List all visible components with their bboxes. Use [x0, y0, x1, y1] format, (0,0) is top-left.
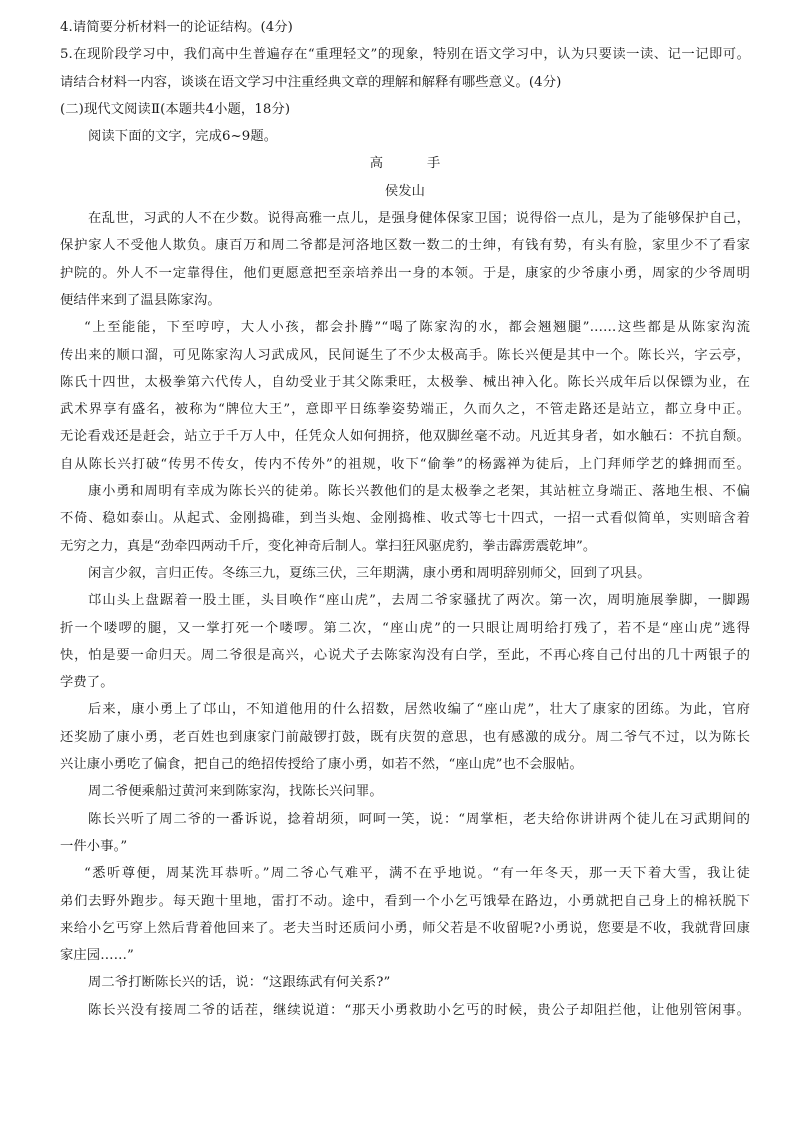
story-line: 周二爷打断陈长兴的话，说：“这跟练武有何关系?” [88, 975, 391, 991]
story-line: 还奖励了康小勇，老百姓也到康家门前敲锣打鼓，既有庆贺的意思，也有感激的成分。周二爷气不过，以为陈长 [60, 729, 750, 745]
question-5-line-2: 请结合材料一内容，谈谈在语文学习中注重经典文章的理解和解释有哪些意义。(4分) [60, 74, 562, 90]
story-line: 在乱世，习武的人不在少数。说得高雅一点儿，是强身健体保家卫国；说得俗一点儿，是为了能够保护自己， [88, 211, 750, 227]
reading-instruction: 阅读下面的文字，完成6~9题。 [88, 129, 278, 145]
story-title [60, 150, 750, 177]
story-line: 弟们去野外跑步。每天跑十里地，雷打不动。途中，看到一个小乞丐饿晕在路边，小勇就把自己身上的棉袄脱下 [60, 893, 750, 909]
story-line: 家庄园……” [60, 948, 134, 964]
story-line: 传出来的顺口溜，可见陈家沟人习武成风，民间诞生了不少太极高手。陈长兴便是其中一个。陈长兴，字云亭， [60, 347, 750, 363]
story-line: “悉听尊便，周某洗耳恭听。”周二爷心气难平，满不在乎地说。“有一年冬天，那一天下着大雪，我让徒 [84, 866, 750, 882]
story-line: 武术界享有盛名，被称为“牌位大王”，意即平日练拳姿势端正，久而久之，不管走路还是站立，都立身中正。 [60, 402, 750, 418]
story-line: 兴让康小勇吃了偏食，把自己的绝招传授给了康小勇，如若不然，“座山虎”也不会服帖。 [60, 757, 583, 773]
story-title-left: 高 [369, 156, 383, 172]
question-4: 4.请简要分析材料一的论证结构。(4分) [60, 20, 293, 35]
story-line: 来给小乞丐穿上然后背着他回来了。老夫当时还质问小勇，师父若是不收留呢?小勇说，您要是不收，我就背回康 [60, 920, 750, 936]
story-title-right: 手 [427, 156, 441, 172]
story-line: 无论看戏还是赶会，站立于千万人中，任凭众人如何拥挤，他双脚丝毫不动。凡近其身者，如水触石：不抗自颓。 [60, 429, 750, 445]
story-line: 陈长兴没有接周二爷的话茬，继续说道：“那天小勇救助小乞丐的时候，贵公子却阻拦他，让他别管闲事。 [88, 1002, 750, 1018]
story-line: 不倚、稳如泰山。从起式、金刚捣碓，到当头炮、金刚捣椎、收式等七十四式，一招一式看似简单，实则暗含着 [60, 511, 750, 527]
story-line: 一件小事。” [60, 838, 128, 854]
story-line: 邙山头上盘踞着一股土匪，头目唤作“座山虎”，去周二爷家骚扰了两次。第一次，周明施展拳脚，一脚踢 [88, 593, 750, 609]
story-line: 保护家人不受他人欺负。康百万和周二爷都是河洛地区数一数二的士绅，有钱有势，有头有脸，家里少不了看家 [60, 238, 750, 254]
story-line: 折一个喽啰的腿，又一掌打死一个喽啰。第二次，“座山虎”的一只眼让周明给打残了，若不是“座山虎”逃得 [60, 620, 750, 636]
section-heading: (二)现代文阅读Ⅱ(本题共4小题，18分) [60, 101, 291, 117]
story-line: 陈氏十四世，太极拳第六代传人，自幼受业于其父陈秉旺，太极拳、械出神入化。陈长兴成年后以保镖为业，在 [60, 374, 750, 390]
story-line: 康小勇和周明有幸成为陈长兴的徒弟。陈长兴教他们的是太极拳之老架，其站桩立身端正、落地生根、不偏 [88, 484, 750, 500]
story-line: 自从陈长兴打破“传男不传女，传内不传外”的祖规，收下“偷拳”的杨露禅为徒后，上门拜师学艺的蜂拥而至。 [60, 456, 750, 472]
story-author: 侯发山 [384, 183, 426, 199]
story-line: “上至能能，下至哼哼，大人小孩，都会扑腾”“喝了陈家沟的水，都会翘翘腿”……这些都是从陈家沟流 [84, 320, 750, 336]
story-line: 周二爷便乘船过黄河来到陈家沟，找陈长兴问罪。 [88, 784, 383, 800]
story-line: 无穷之力，真是“劲牵四两动千斤，变化神奇后制人。掌扫狂风驱虎豹，拳击霹雳震乾坤”。 [60, 538, 597, 554]
story-line: 陈长兴听了周二爷的一番诉说，捻着胡须，呵呵一笑，说：“周掌柜，老夫给你讲讲两个徒儿在习武期间的 [88, 811, 750, 827]
story-line: 快，怕是要一命归天。周二爷很是高兴，心说犬子去陈家沟没有白学，至此，不再心疼自己付出的几十两银子的 [60, 647, 750, 663]
story-line: 护院的。外人不一定靠得住，他们更愿意把至亲培养出一身的本领。于是，康家的少爷康小勇，周家的少爷周明 [60, 265, 750, 281]
question-5-line-1: 5.在现阶段学习中，我们高中生普遍存在“重理轻文”的现象，特别在语文学习中，认为只要读一读、记一记即可。 [60, 47, 750, 63]
exam-page [60, 14, 750, 1024]
story-line: 后来，康小勇上了邙山，不知道他用的什么招数，居然收编了“座山虎”，壮大了康家的团练。为此，官府 [88, 702, 750, 718]
story-line: 闲言少叙，言归正传。冬练三九，夏练三伏，三年期满，康小勇和周明辞别师父，回到了巩县。 [88, 565, 651, 581]
story-line: 便结伴来到了温县陈家沟。 [60, 292, 221, 308]
story-line: 学费了。 [60, 675, 114, 691]
